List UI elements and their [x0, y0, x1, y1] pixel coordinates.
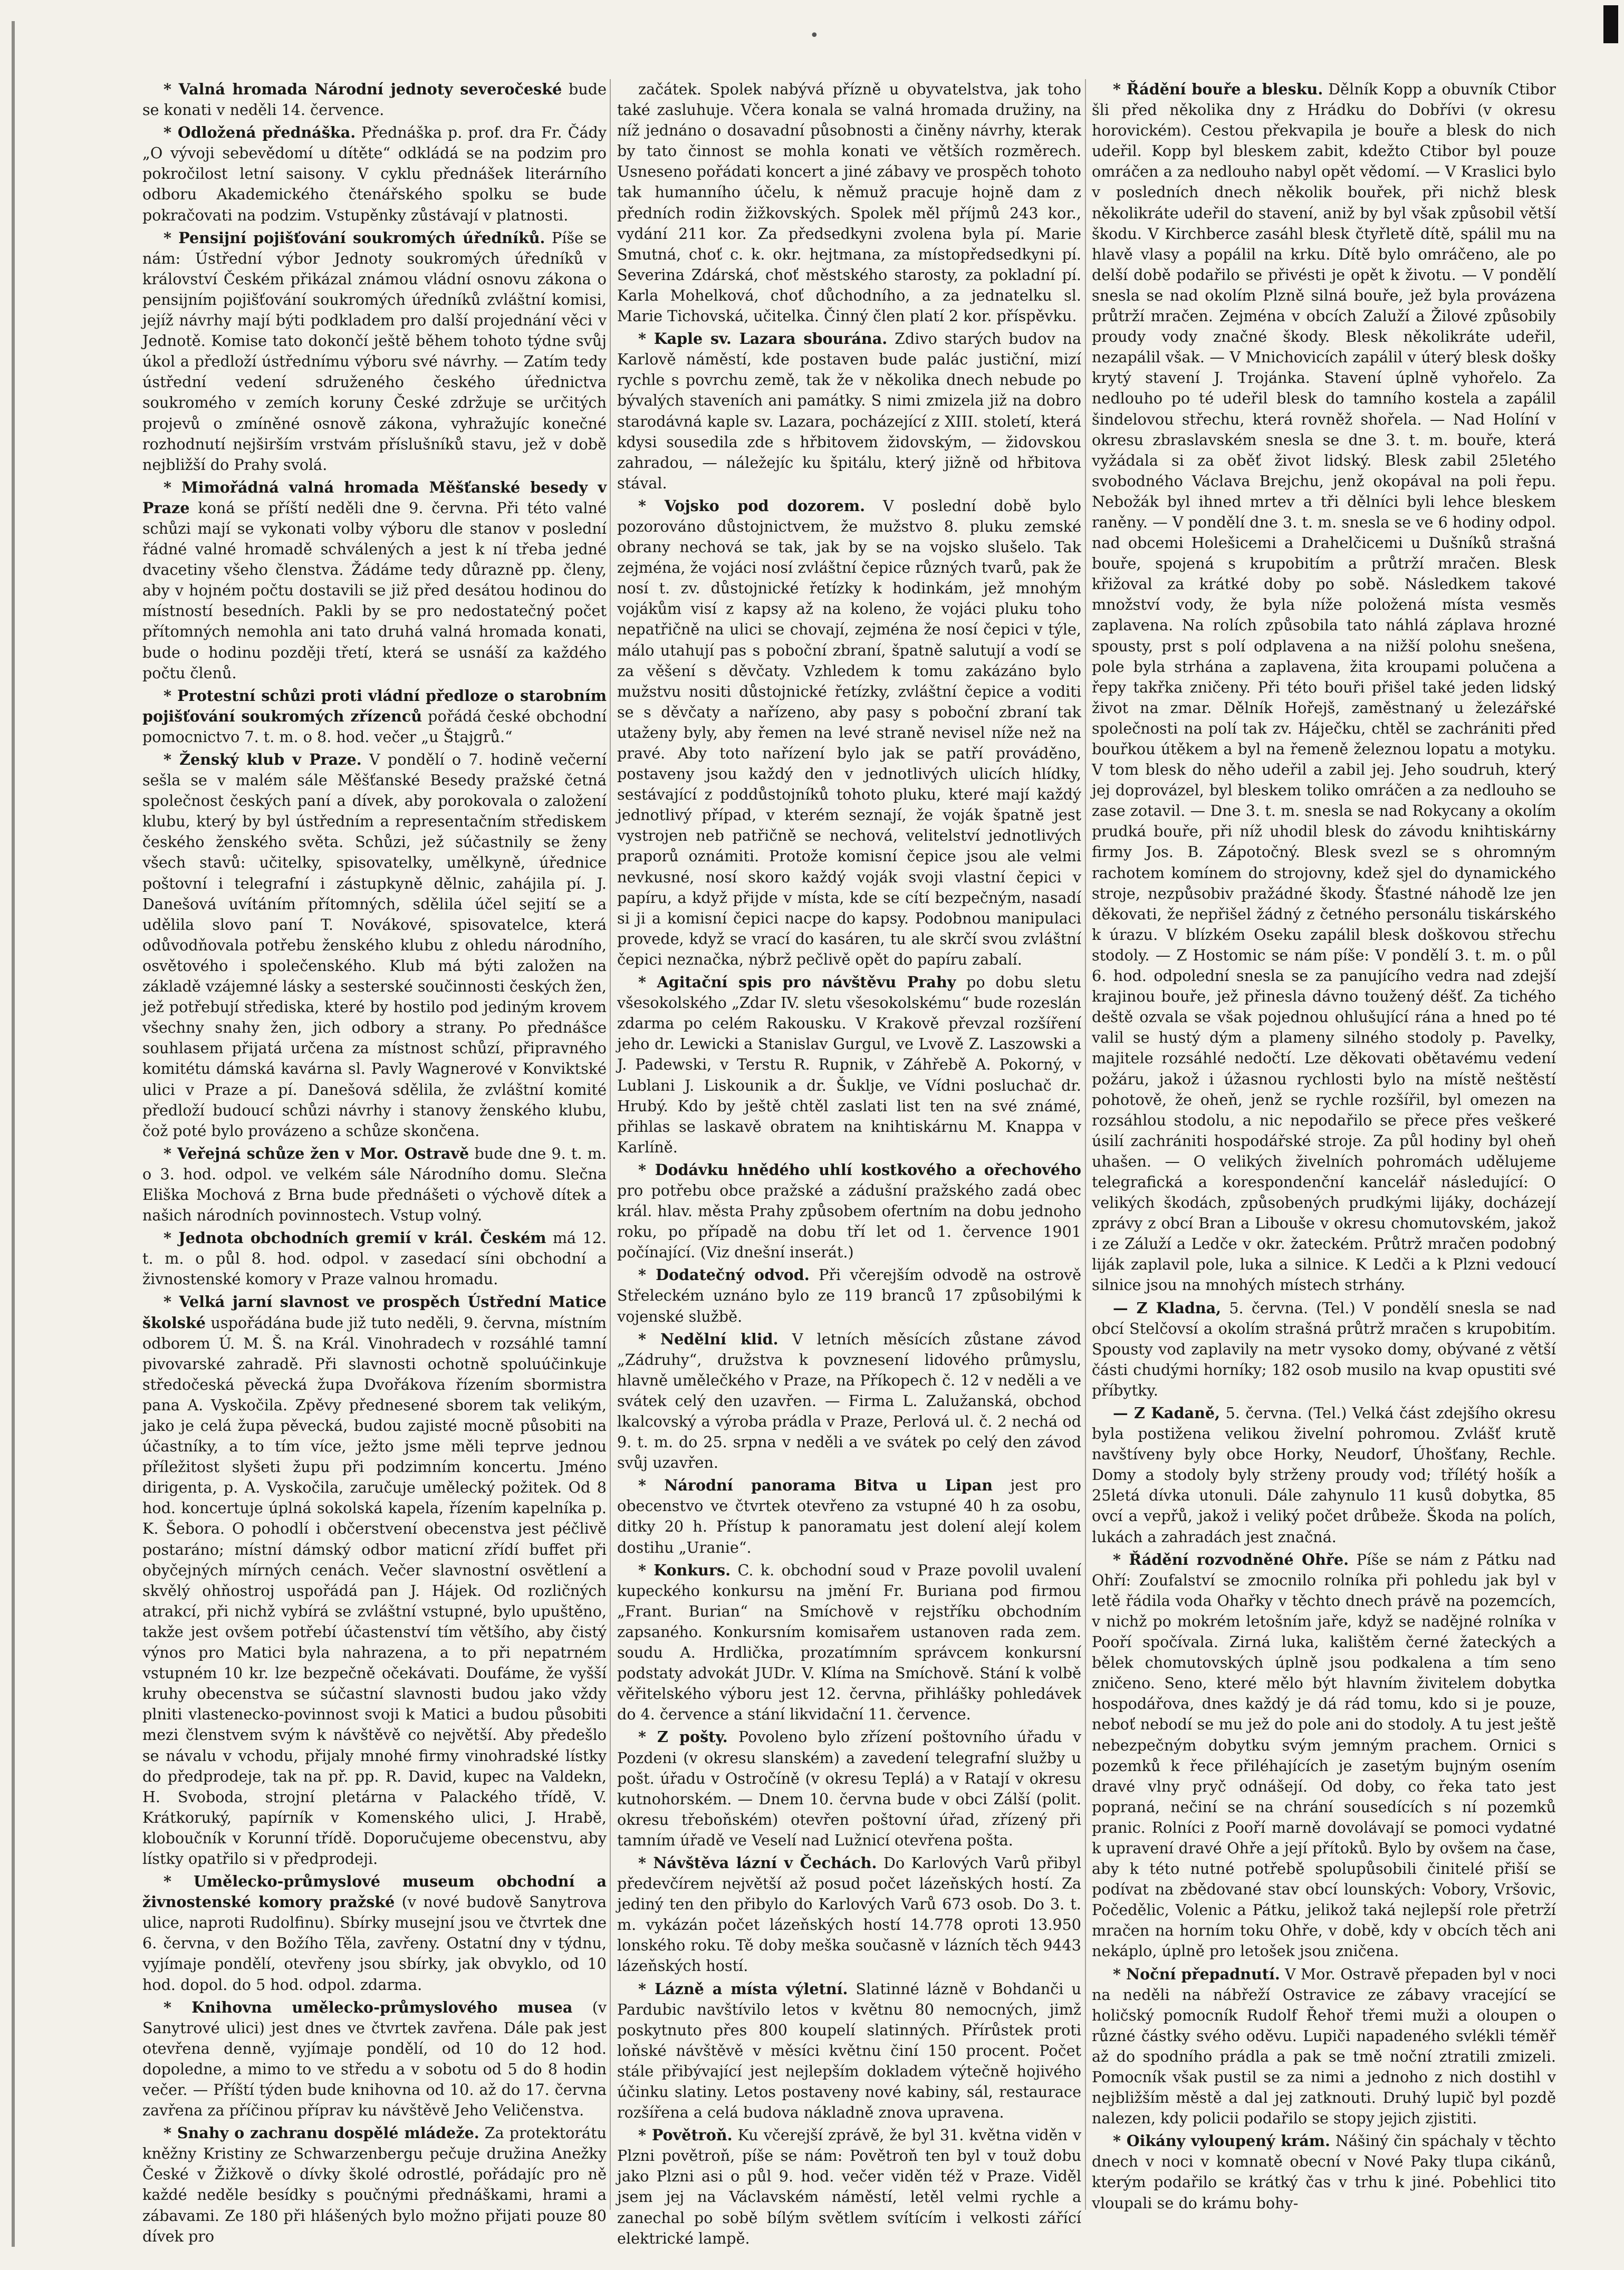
article-paragraph [617, 496, 1081, 970]
article-heading: * Národní panorama Bitva u Lipan [638, 1476, 993, 1495]
left-binding-edge [12, 21, 15, 2247]
article-text: (v Sanytrové ulici) jest dnes ve čtvrtek zavřena. Dále pak jest otevřena denně, vyjímaje pondělí, od 10 do 12 hod. dopoledne, a mimo to ve středu a v sobotu od 5 do 8 hodin večer. — Příští týden bude knihovna od 10. až do 17. června zavřena za příčinou příprav ku návštěvě Jeho Veličenstva. [142, 1998, 607, 2120]
article-heading: * Snahy o zachranu dospělé mládeže. [164, 2124, 479, 2142]
article-heading: * Noční přepadnutí. [1113, 1965, 1280, 1983]
article-text: Ku včerejší zprávě, že byl 31. května viděn v Plzni povětroň, píše se nám: Povětroň ten byl v touž dobu jako Plzni asi o půl 9. hod. večer viděn též v Praze. Viděl jsem jej na Václavském náměstí, letěl velmi rychle a zanechal po sobě bílým světlem svítícím i velkosti zářící elektrické lampě. [617, 2126, 1082, 2247]
article-heading: * Oikány vyloupený krám. [1113, 2132, 1330, 2150]
article-heading: * Agitační spis pro návštěvu Prahy [638, 973, 956, 992]
article-heading: * Nedělní klid. [638, 1330, 779, 1348]
article-paragraph [142, 686, 607, 747]
article-paragraph [142, 477, 607, 684]
article-paragraph [1092, 1964, 1556, 2129]
article-text: jest pro obecenstvo ve čtvrtek otevřeno za vstupné 40 h za osobu, ditky 20 h. Přístup k panoramatu jest dolení alejí kolem dostihu „Uranie“. [617, 1476, 1081, 1556]
article-paragraph [617, 79, 1081, 326]
article-text: pořádá české obchodní pomocnictvo 7. t. m. o 8. hod. večer „u Štajgrů.“ [142, 707, 607, 746]
article-paragraph [1092, 1298, 1556, 1401]
article-text: Do Karlových Varů přibyl předevčírem největší až posud počet lázeňských hostí. Za jediný ten den přibylo do Karlových Varů 673 osob. Do 3. t. m. vykázán počet lázeňských hostí 14.778 oproti 13.950 lonského roku. Tě doby meška současně v lázních těch 9443 lázeňských hostí. [617, 1853, 1081, 1975]
article-text: bude se konati v neděli 14. července. [142, 80, 607, 119]
article-text: C. k. obchodní soud v Praze povolil uvalení kupeckého konkursu na jmění Fr. Buriana pod firmou „Frant. Burian“ na Smíchově v rejstříku obchodním zapsaného. Konkursním komisařem ustanoven rada zem. soudu A. Hrdlička, prozatímním správcem konkursní podstaty advokát JUDr. V. Klíma na Smíchově. Stání k volbě věřitelského výboru jest 12. června, přihlášky pohledávek do 4. července a stání likvidační 11. července. [617, 1561, 1082, 1724]
article-heading: — Z Kladna, [1113, 1298, 1222, 1317]
article-heading: * Knihovna umělecko-průmyslového musea [164, 1998, 573, 2016]
article-text: (v nové budově Sanytrova ulice, naproti Rudolfinu). Sbírky musejní jsou ve čtvrtek dne 6. června, v den Božího Těla, zavřeny. Ostatní dny v týdnu, vyjímaje pondělí, otevřeny jsou sbírky, jak obvyklo, od 10 hod. dopol. do 5 hod. odpol. zdarma. [142, 1893, 607, 1994]
article-text: Zdivo starých budov na Karlově náměstí, kde postaven bude palác justiční, mizí rychle s povrchu země, tak že v několika dnech nebude po bývalých staveních ani památky. S nimi zmizela již na dobro starodávná kaple sv. Lazara, pocházející z XIII. století, která kdysi sousedila zde s hřbitovem židovským, — židovskou zahradou, — náležejíc ku špitálu, který jižně od hřbitova stával. [617, 330, 1082, 492]
article-paragraph [617, 1727, 1081, 1851]
article-text: Dělník Kopp a obuvník Ctibor šli před několika dny z Hrádku do Dobřívi (v okresu horovickém). Cestou překvapila je bouře a blesk do nich udeřil. Kopp byl bleskem zabit, kdežto Ctibor byl pouze omráčen a za nedlouho nabyl opět vědomí. — V Kraslici bylo v posledních dnech několik bouřek, při nichž blesk několikráte udeřil do stavení, aniž by byl však způsobil větší škodu. V Kirchberce zasáhl blesk čtyřletě dítě, spálil mu na hlavě vlasy a popálil na krku. Dítě bylo omráčeno, ale po delší době podařilo se přivésti je opět k životu. — V pondělí snesla se nad okolím Plzně silná bouře, jež byla provázena průtrží mračen. Zejména v obcích Zaluží a Žilové způsobily proudy vody značné škody. Blesk několikráte udeřil, nezapálil však. — V Mnichovicích zapálil v úterý blesk došky krytý stavení J. Trojánka. Stavení úplně vyhořelo. Za nedlouho po té udeřil blesk do tamního kostela a zapálil šindelovou střechu, která rovněž shořela. — Nad Holíní v okresu zbraslavském snesla se dne 3. t. m. bouře, která vyžádala si za oběť život lidský. Blesk zabil 25letého svobodného Václava Brejchu, jenž okopával na poli řepu. Nebožák byl ihned mrtev a tři dělníci byli lehce bleskem raněny. — V pondělí dne 3. t. m. snesla se ve 6 hodiny odpol. nad obcemi Holešicemi a Drahelčicemi u Dušníků strašná bouře, spojená s krupobitím a průtrží mračen. Blesk křižoval za krátké doby po sobě. Následkem takové množství vody, že byla níže položená místa vesměs zaplavena. Na rolích způsobila tato náhlá záplava hrozné spousty, prst s polí odplavena a na nižší polohu snešena, pole byla strhána a zaplavena, žita kroupami polučena a řepy takřka zničeny. Při této bouři přišel také jeden lidský život na zmar. Dělník Hořejš, zaměstnaný u železářské společnosti na polí tak zv. Háječku, chtěl se zachrániti před bouřkou útěkem a byl na řemeně železnou lopatu a motyku. V tom blesk do něho udeřil a zabil jej. Jeho soudruh, který jej doprovázel, byl bleskem toliko omráčen a za nedlouho se zase zotavil. — Dne 3. t. m. snesla se nad Rokycany a okolím prudká bouře, při níž uhodil blesk do závodu knihtiskárny firmy Jos. B. Zápotočný. Blesk svezl se s ohromným rachotem komínem do strojovny, kdež sjel do dynamického stroje, nezpůsobiv pražádné škody. Šťastné náhodě lze jen děkovati, že nepřišel žádný z četného personálu tiskárského k úrazu. V blízkém Oseku zapálil blesk doškovou střechu stodoly. — Z Hostomic se nám píše: V pondělí 3. t. m. o půl 6. hod. odpolední snesla se za panujícího vedra nad zdejší krajinou bouře, jež přinesla dávno toužený déšť. Za tichého deště ozvala se však pojednou ohlušující rána a hned po té valil se hustý dým a plameny silného stodoly p. Pavelky, majitele rozsáhlé nedočtí. Lze děkovati obětavému vedení požáru, jakož i úžasnou rychlosti bylo na místě neštěstí pohotově, že oheň, jenž se rychle rozšířil, byl omezen na rozsáhlou stodolu, a nic nepodařilo se přece přes veškeré úsilí zachrániti hospodářské stroje. Za půl hodiny byl oheň uhašen. — O velikých živelních pohromách udělujeme telegrafická a korespondenční kancelář následující: O velikých škodách, způsobených prudkými lijáky, docházejí zprávy z obcí Bran a Libouše v okresu chomutovském, jakož i ze Záluží a Ledče v okr. žateckém. Průtrž mračen podobný liják zaplavil pole, luka a silnice. K Ledči a k Plzni vedoucí silnice jsou na mnohých místech strhány. [1092, 80, 1556, 1294]
article-text: V Mor. Ostravě přepaden byl v noci na neděli na nábřeží Ostravice ze zábavy vracející se holičský pomocník Rudolf Řehoř třemi muži a oloupen o různé částky svého oděvu. Lupiči napadeného svlékli téměř až do spodního prádla a pak se tmě noční ztratili zmizeli. Pomocník však pustil se za nimi a jednoho z nich dostihl v nejbližším městě a dal jej zatknouti. Druhý lupič byl pozdě nalezen, kdy policii podařilo se stopy jejich zjistiti. [1092, 1965, 1556, 2128]
article-paragraph [142, 749, 607, 1141]
article-paragraph [1092, 2131, 1556, 2213]
article-paragraph [617, 1160, 1081, 1263]
article-heading: * Protestní schůzi proti vládní předloze o starobním pojišťování soukromých zřízenců [142, 686, 607, 725]
article-heading: * Návštěva lázní v Čechách. [638, 1853, 877, 1872]
article-text: začátek. Spolek nabývá přízně u obyvatelstva, jak toho také zasluhuje. Včera konala se valná hromada družiny, na níž jednáno o dosavadní působnosti a činěny návrhy, kterak by tato činnost se mohla konati ve větších rozměrech. Usneseno pořádati koncert a jiné zábavy ve prospěch tohoto tak humanního účelu, k němuž pracuje hojně dam z předních rodin žižkovských. Spolek měl příjmů 243 kor., vydání 211 kor. Za předsedkyni zvolena byla pí. Marie Smutná, choť c. k. okr. hejtmana, za místopředsedkyni pí. Severina Zdárská, choť městského starosty, za pokladní pí. Karla Mohelková, choť důchodního, a za jednatelku sl. Marie Tichovská, učitelka. Činný člen platí 2 kor. příspěvku. [617, 80, 1081, 325]
article-paragraph [617, 1265, 1081, 1326]
article-heading: * Velká jarní slavnost ve prospěch Ústřední Matice školské [142, 1293, 607, 1332]
column-2 [617, 79, 1082, 2247]
article-text: Píše se nám z Pátku nad Ohří: Zoufalství se zmocnilo rolníka při pohledu jak byl v letě řádila voda Ohařky v těchto dnech právě na pozemcích, v nichž po mokrém letošním jaře, když se nadějné rolníka v Pooří spočívala. Zirná luka, kalištěm černé žateckých a bělek chomutovských úplně jsou podkalena a tím seno zničeno. Seno, které mělo být hlavním živitelem dobytka hospodářova, dnes každý je dá rád tomu, kdo si je pouze, neboť nebodí se mu jež do pole ani do stodoly. A tu jest ještě nebezpečným dobytku svým jemným prachem. Ornici s pozemků k řece přiléhajících je zasetým bujným osením dravé vlny pryč odnášejí. Od doby, co řeka tato jest popraná, nečiní se na chrání sousedících s ní pozemků pranic. Rolníci z Pooří marně dovolávají se pomoci vydatné k upravení dravé Ohře a její přítoků. Bylo by ovšem na čase, aby k této nutné potřebě spolupůsobili činitelé přiší se podívat na zbědované stav obcí lounských: Vobory, Vršovic, Počedělic, Volenic a Pátku, jelikož taká nejlepší role přetrží mračen na horním toku Ohře, v době, kdy v obcích těch ani nekáplo, úplně pro letošek jsou zničena. [1092, 1550, 1556, 1960]
article-heading: * Povětroň. [638, 2126, 733, 2144]
article-paragraph [142, 122, 607, 225]
article-paragraph [1092, 1550, 1556, 1962]
article-paragraph [617, 2125, 1081, 2249]
article-text: V letních měsících zůstane závod „Zádruhy“, družstva k povznesení lidového průmyslu, hlavně umělečkého v Praze, na Příkopech č. 12 v neděli a ve svátek celý den uzavřen. — Firma L. Zalužanská, obchod lkalcovský a výroba prádla v Praze, Perlová ul. č. 2 nechá od 9. t. m. do 25. srpna v neděli a ve svátek po celý den závod svůj uzavřen. [617, 1330, 1082, 1472]
article-text: Při včerejším odvodě na ostrově Střeleckém uznáno bylo ze 119 branců 17 způsobilými k vojenské službě. [617, 1266, 1081, 1325]
article-text: Za protektorátu kněžny Kristiny ze Schwarzenbergu pečuje družina Anežky České v Žižkově o dívky školé odrostlé, pořádajíc pro ně každé neděle besídky s poučnými přednáškami, hrami a zábavami. Ze 180 při hlášených bylo možno přijati pouze 80 dívek pro [142, 2124, 607, 2245]
article-heading: * Odložená přednáška. [164, 123, 356, 142]
article-paragraph [617, 1979, 1081, 2123]
article-heading: * Dodávku hnědého uhlí kostkového a ořechového [638, 1160, 1081, 1179]
article-paragraph [142, 1871, 607, 1995]
article-paragraph [1092, 79, 1556, 1296]
article-paragraph [617, 1853, 1081, 1977]
article-heading: * Jednota obchodních gremií v král. Českém [164, 1229, 546, 1247]
article-text: Přednáška p. prof. dra Fr. Čády „O vývoji sebevědomí u dítěte“ odkládá se na podzim pro pokročilost letní saisony. V cyklu přednášek literárního odboru Akademického čtenářského spolku se bude pokračovati na podzim. Vstupěnky zůstávají v platnosti. [142, 123, 607, 224]
column-3 [1092, 79, 1556, 2231]
article-paragraph [142, 79, 607, 120]
article-heading: * Konkurs. [638, 1561, 731, 1579]
article-paragraph [617, 1329, 1081, 1474]
article-paragraph [142, 1143, 607, 1226]
column-rule-2 [1085, 79, 1086, 2210]
column-1 [142, 79, 607, 2245]
article-heading: * Vojsko pod dozorem. [638, 496, 866, 515]
article-heading: * Ženský klub v Praze. [164, 751, 362, 768]
article-heading: * Valná hromada Národní jednoty severočeské [164, 80, 562, 98]
article-heading: * Dodatečný odvod. [638, 1266, 810, 1284]
article-text: po dobu sletu všesokolského „Zdar IV. sletu všesokolskému“ bude rozeslán zdarma po celém Rakousku. V Krakově převzal rozšíření jeho dr. Lewicki a Stanislav Gurgul, ve Lvově Z. Laszowski a J. Padewski, v Terstu R. Rupnik, v Záhřebě A. Pokorný, v Lublani J. Liskounik a dr. Šuklje, ve Vídni posluchač dr. Hrubý. Kdo by ještě chtěl zaslati list ten na své známé, přihlas se laskavě obratem na knihtiskárnu M. Knappa v Karlíně. [617, 973, 1081, 1156]
article-heading: — Z Kadaně, [1113, 1404, 1221, 1422]
article-heading: * Lázně a místa výletní. [638, 1979, 848, 1998]
article-heading: * Z pošty. [638, 1728, 728, 1746]
article-text: Píše se nám: Ústřední výbor Jednoty soukromých úředníků v království Českém přikázal známou vládní osnovu zákona o pensijním pojišťování soukromých úředníků zvláštní komisi, jejíž návrhy mají býti podkladem pro další projednání věci v Jednotě. Komise tato dokončí ještě během tohoto týdne svůj úkol a předloží ústřednímu výboru své návrhy. — Zatím tedy ústřední vedení sdruženého českého úřednictva soukromého v zemích koruny České zdržuje se určitých projevů o zmíněné osnově zákona, vyhražujíc konečné rozhodnutí nejširším vrstvám příslušníků stavu, jež v době nejbližší do Prahy svolá. [142, 228, 607, 474]
top-mark: • [810, 26, 819, 45]
corner-marker [1603, 5, 1618, 43]
article-text: uspořádána bude již tuto neděli, 9. června, místním odborem Ú. M. Š. na Král. Vinohradech v rozsáhlé tamní pivovarské zahradě. Při slavnosti ochotně spoluúčinkuje středočeská pěvecká župa Dvořákova řízením sbormistra pana A. Vyskočila. Zpěvy přednesené sborem tak velikým, jako je celá župa pěvecká, budou zajisté mocně působiti na účastníky, a to tím více, ježto jsme měli teprve jednou příležitost slyšeti župu při podzimním koncertu. Jméno dirigenta, p. A. Vyskočila, zaručuje umělecký požitek. Od 8 hod. koncertuje úplná sokolská kapela, řízením kapelníka p. K. Šebora. O pohodlí i občerstvení obecenstva jest péčlivě postaráno; místní dámský odbor maticní zřídí buffet při obyčejných mírných cenách. Večer slavnostní osvětlení a skvělý ohňostroj uspořádá pan J. Hájek. Od rozličných atrakcí, při nichž vybírá se zvláštní vstupné, bylo upuštěno, takže jest ovšem potřebí účastenství tím většího, aby čistý výnos pro Matici byla nahrazena, a to při nepatrném vstupném 10 kr. lze bezpečně očekávati. Doufáme, že vyšší kruhy obecenstva se súčastní slavnosti budou jako vždy plniti vlastenecko-povinnost svoji k Matici a budou působiti mezi členstvem svým k návštěvě co největší. Aby předešlo se návalu v vchodu, přijaly mnohé firmy vinohradské lístky do předprodeje, tak na př. pp. R. David, kupec na Valdekn, H. Svoboda, strojní pletárna v Palackého třídě, V. Krátkoruký, papírník v Komenského ulici, J. Hrabě, kloboučník v Korunní třídě. Doporučujeme obecenstvu, aby lístky opatřilo si v předprodeji. [142, 1313, 607, 1868]
article-paragraph [142, 1997, 607, 2121]
column-rule-1 [610, 79, 611, 2210]
article-text: bude dne 9. t. m. o 3. hod. odpol. ve velkém sále Národního domu. Slečna Eliška Mochová z Brna bude přednášeti o výchově dítek a našich národních povinnostech. Vstup volný. [142, 1144, 607, 1225]
article-heading: * Řádění rozvodněné Ohře. [1113, 1550, 1349, 1569]
article-text: Povoleno bylo zřízení poštovního úřadu v Pozdeni (v okresu slanském) a zavedení telegrafní služby u pošt. úřadu v Ostročíně (v okresu Teplá) a v Ratají v okresu kutnohorském. — Dnem 10. června bude v obci Zálší (polit. okresu třeboňském) otevřen poštovní úřad, zřízený při tamním úřadě ve Veselí nad Lužnicí otevřena pošta. [617, 1728, 1081, 1849]
article-text: 5. června. (Tel.) V pondělí snesla se nad obcí Stelčovsí a okolím strašná průtrž mračen s krupobitím. Spousty vod zaplavily na metr vysoko domy, obývané z větší části chudými horníky; 182 osob musilo na kvap opustiti své příbytky. [1092, 1298, 1556, 1399]
article-paragraph [617, 1560, 1081, 1725]
article-text: Slatinné lázně v Bohdanči u Pardubic navštívilo letos v květnu 80 nemocných, jimž poskytnuto přes 800 koupelí slatinných. Přírůstek proti loňské návštěvě v měsíci květnu činí 150 procent. Počet stále přibývající jest nejlepším dokladem výtečně hojivého účinku slatiny. Letos postaveny nové kabiny, sál, restaurace rozšířena a celá budova nákladně znova upravena. [617, 1979, 1081, 2122]
article-text: koná se příští neděli dne 9. června. Při této valné schůzi mají se vykonati volby výboru dle stanov v poslední řádné valné hromadě schválených a jest k ní třeba jedné dvacetiny všeho členstva. Žádáme tedy důrazně pp. členy, aby v hojném počtu dostavili se již před desátou hodinou do místností besedních. Pakli by se pro nedostatečný počet přítomných nemohla ani tato druhá valná hromada konati, bude o hodinu později třetí, která se usnáší za každého počtu členů. [142, 498, 607, 682]
article-text: 5. června. (Tel.) Velká část zdejšího okresu byla postižena velikou živelní pohromou. Zvlášť krutě navštíveny byly obce Horky, Neudorf, Úhošťany, Rechle. Domy a stodoly byly strženy proudy vod; třílétý hošík a 25letá dívka utonuli. Dále zahynulo 11 kusů dobytka, 85 ovcí a vepřů, jakož i veliký počet drůbeže. Škoda na polích, lukách a zahradách jest značná. [1092, 1404, 1556, 1546]
article-text: Nášiný čin spáchaly v těchto dnech v noci v komnatě obecní v Nové Paky tlupa cikánů, kterým podařilo se krátký čas v trhu k jiné. Pobehlici tito vloupali se do krámu bohy- [1092, 2132, 1556, 2212]
article-paragraph [617, 1475, 1081, 1557]
article-text: má 12. t. m. o půl 8. hod. odpol. v zasedací síni obchodní a živnostenské komory v Praze valnou hromadu. [142, 1229, 607, 1288]
article-paragraph [1092, 1403, 1556, 1547]
article-paragraph [142, 228, 607, 475]
article-text: V pondělí o 7. hodině večerní sešla se v malém sále Měšťanské Besedy pražské četná společnost českých paní a dívek, aby porokovala o založení klubu, který by byl ústředním a representačním střediskem českého ženského světa. Schůzi, jež súčastnily se ženy všech stavů: učitelky, spisovatelky, umělkyně, úřednice poštovní i telegrafní i zástupkyně dělnic, zahájila pí. J. Danešová uvítáním přítomných, sdělila účel sejití se a udělila slovo paní T. Novákové, spisovatelce, která odůvodňovala potřebu ženského klubu z ohledu národního, osvětového i společenského. Klub má býti založen na základě vzájemné lásky a sesterské součinnosti českých žen, jež potřebují střediska, které by hostilo pod jediným krovem všechny snahy žen, jich odbory a strany. Po přednášce souhlasem přijatá určena za místnost schůzí, připravného komitétu dámská kavárna sl. Pavly Wagnerové v Konviktské ulici v Praze a pí. Danešová sdělila, že zvláštní komité předloží budoucí schůzi návrhy i stanovy ženského klubu, čož poté bylo provázeno a schůze skončena. [142, 751, 607, 1140]
article-paragraph [142, 2123, 607, 2247]
article-heading: * Veřejná schůze žen v Mor. Ostravě [164, 1144, 469, 1162]
article-heading: * Umělecko-průmyslové museum obchodní a živnostenské komory pražské [142, 1872, 607, 1911]
article-paragraph [142, 1292, 607, 1869]
article-paragraph [142, 1228, 607, 1290]
article-paragraph [617, 972, 1081, 1158]
article-heading: * Kaple sv. Lazara sbourána. [638, 330, 888, 348]
article-heading: * Řádění bouře a blesku. [1113, 80, 1323, 98]
article-heading: * Mimořádná valná hromada Měšťanské besedy v Praze [142, 478, 607, 517]
article-text: V poslední době bylo pozorováno důstojnictvem, že mužstvo 8. pluku zemské obrany nechová se tak, jak by se na vojsko slušelo. Tak zejména, že vojáci nosí zvláštní čepice různých tvarů, pak že nosí t. zv. důstojnické řetízky k hodinkám, jež mnohým vojákům visí z kapsy až na koleno, že vojáci pluku toho nepatřičně na ulici se chovají, zejména že nosí čepici v týle, málo utahují pas s poboční zbraní, špatně salutují a vodí se za věšení s děvčaty. Vzhledem k tomu zakázáno bylo mužstvu nositi důstojnické řetízky, zvláštní čepice a voditi se s děvčaty a nařízeno, aby pasy s poboční zbraní tak utaženy byly, aby řemen na levé straně nevisel níže než na pravé. Aby toto nařízení bylo jak se patří prováděno, postaveny jsou každý den v jednotlivých ulicích hlídky, sestávající z poddůstojníků tohoto pluku, které mají každý jednotlivý případ, v kterém seznají, že voják špatně jest vystrojen neb patřičně se nechová, velitelství jednotlivých praporů oznámiti. Protože komisní čepice jsou ale velmi nevkusné, nosí skoro každý voják svoji vlastní čepici v papíru, a když přijde v místa, kde se cítí bezpečným, nasadí si ji a komisní čepici nacpe do kapsy. Podobnou manipulaci provede, když se vrací do kasáren, tu ale skrčí svou zvláštní čepici neznačka, nýbrž pečlivě opět do papíru zabalí. [617, 496, 1081, 968]
article-text: pro potřebu obce pražské a zádušní pražského zadá obec král. hlav. města Prahy způsobem ofertním na dobu jednoho roku, po případě na dobu tří let od 1. července 1901 počínající. (Viz dnešní inserát.) [617, 1181, 1081, 1262]
article-heading: * Pensijní pojišťování soukromých úředníků. [164, 228, 545, 247]
article-paragraph [617, 329, 1081, 494]
